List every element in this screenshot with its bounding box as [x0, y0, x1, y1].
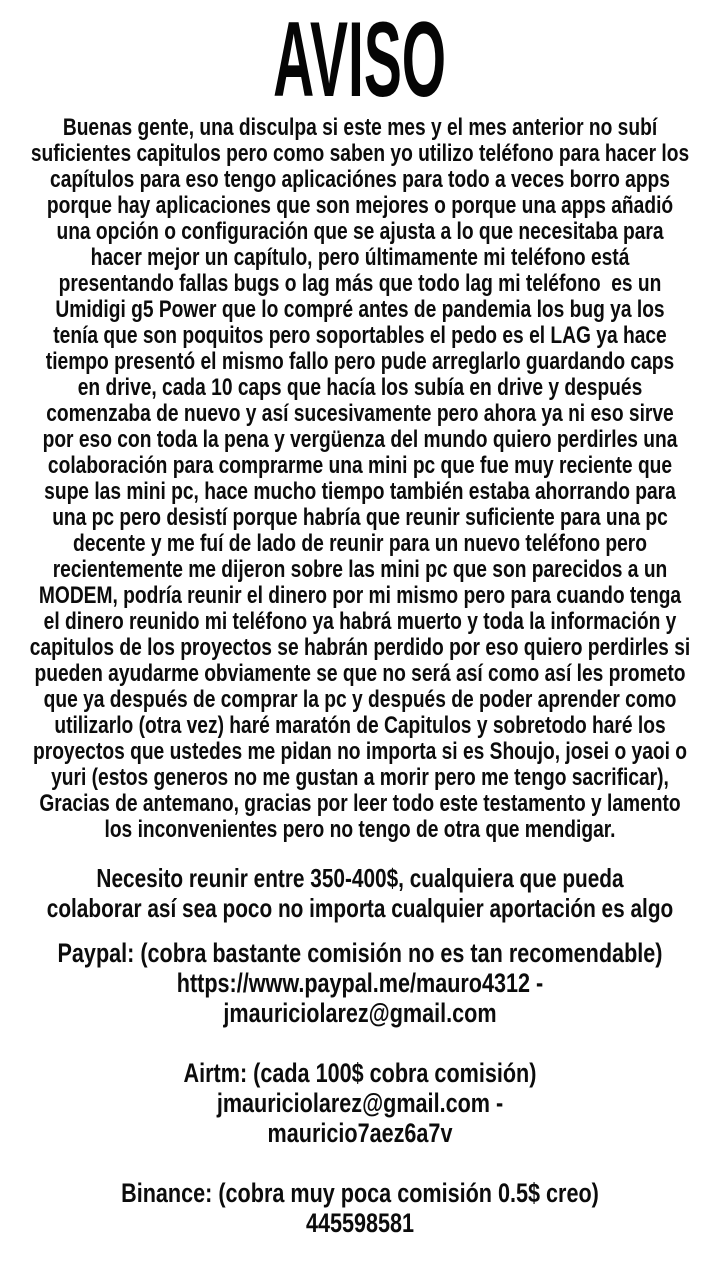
funding-goal-line: Necesito reunir entre 350-400$, cualquiera que pueda [96, 863, 624, 893]
payment-paypal-line: jmauriciolarez@gmail.com [223, 998, 497, 1028]
payment-airtm-line: Airtm: (cada 100$ cobra comisión) [183, 1058, 537, 1088]
notice-body-line: suficientes capitulos pero como saben yo utilizo teléfono para hacer los [30, 140, 690, 167]
notice-body [0, 115, 720, 843]
notice-body-line: tenía que son poquitos pero soportables el pedo es el LAG ya hace [53, 322, 667, 349]
payment-paypal [0, 938, 720, 1028]
notice-body-line: Buenas gente, una disculpa si este mes y el mes anterior no subí [62, 114, 658, 141]
payment-binance-line: 445598581 [305, 1208, 415, 1238]
funding-goal-line: colaborar así sea poco no importa cualquier aportación es algo [46, 893, 674, 923]
notice-body-line: los inconvenientes pero no tengo de otra que mendigar. [104, 816, 616, 843]
notice-body-line: presentando fallas bugs o lag más que todo lag mi teléfono es un [58, 270, 662, 297]
page-title [0, 0, 720, 119]
notice-body-line: decente y me fuí de lado de reunir para un nuevo teléfono pero [73, 530, 647, 557]
notice-body-line: MODEM, podría reunir el dinero por mi mismo pero para cuando tenga [38, 582, 682, 609]
notice-body-line: Umidigi g5 Power que lo compré antes de pandemia los bug ya los [55, 296, 665, 323]
notice-body-line: una opción o configuración que se ajusta a lo que necesitaba para [56, 218, 664, 245]
notice-body-line: el dinero reunido mi teléfono ya habrá muerto y toda la información y [43, 608, 677, 635]
payment-paypal-line: https://www.paypal.me/mauro4312 - [176, 968, 544, 998]
notice-body-line: proyectos que ustedes me pidan no importa si es Shoujo, josei o yaoi o [33, 738, 687, 765]
notice-body-line: capítulos para eso tengo aplicaciónes para todo a veces borro apps [50, 166, 670, 193]
notice-body-line: comenzaba de nuevo y así sucesivamente pero ahora ya ni eso sirve [46, 400, 674, 427]
notice-body-line: colaboración para comprarme una mini pc que fue muy reciente que [47, 452, 673, 479]
page-title-text: AVISO [273, 0, 447, 119]
notice-body-line: capitulos de los proyectos se habrán perdido por eso quiero perdirles si [29, 634, 691, 661]
payment-airtm-line: mauricio7aez6a7v [267, 1118, 453, 1148]
notice-body-line: pueden ayudarme obviamente se que no será así como así les prometo [34, 660, 686, 687]
notice-body-line: tiempo presentó el mismo fallo pero pude arreglarlo guardando caps [45, 348, 675, 375]
payment-airtm-line: jmauriciolarez@gmail.com - [216, 1088, 504, 1118]
notice-body-line: una pc pero desistí porque habría que reunir suficiente para una pc [52, 504, 668, 531]
payment-paypal-line: Paypal: (cobra bastante comisión no es tan recomendable) [57, 938, 663, 968]
payment-binance [0, 1178, 720, 1238]
notice-body-line: recientemente me dijeron sobre las mini pc que son parecidos a un [52, 556, 668, 583]
funding-goal [0, 863, 720, 923]
notice-body-line: hacer mejor un capítulo, pero últimamente mi teléfono está [90, 244, 630, 271]
notice-body-line: utilizarlo (otra vez) haré maratón de Capitulos y sobretodo haré los [54, 712, 666, 739]
notice-body-line: que ya después de comprar la pc y después de poder aprender como [43, 686, 677, 713]
payment-airtm [0, 1058, 720, 1148]
notice-body-line: Gracias de antemano, gracias por leer todo este testamento y lamento [39, 790, 681, 817]
notice-body-line: yuri (estos generos no me gustan a morir pero me tengo sacrificar), [51, 764, 669, 791]
notice-body-line: por eso con toda la pena y vergüenza del mundo quiero perdirles una [42, 426, 678, 453]
notice-body-line: supe las mini pc, hace mucho tiempo también estaba ahorrando para [44, 478, 676, 505]
payment-binance-line: Binance: (cobra muy poca comisión 0.5$ creo) [121, 1178, 599, 1208]
notice-body-line: en drive, cada 10 caps que hacía los subía en drive y después [77, 374, 643, 401]
notice-body-line: porque hay aplicaciones que son mejores o porque una apps añadió [46, 192, 674, 219]
